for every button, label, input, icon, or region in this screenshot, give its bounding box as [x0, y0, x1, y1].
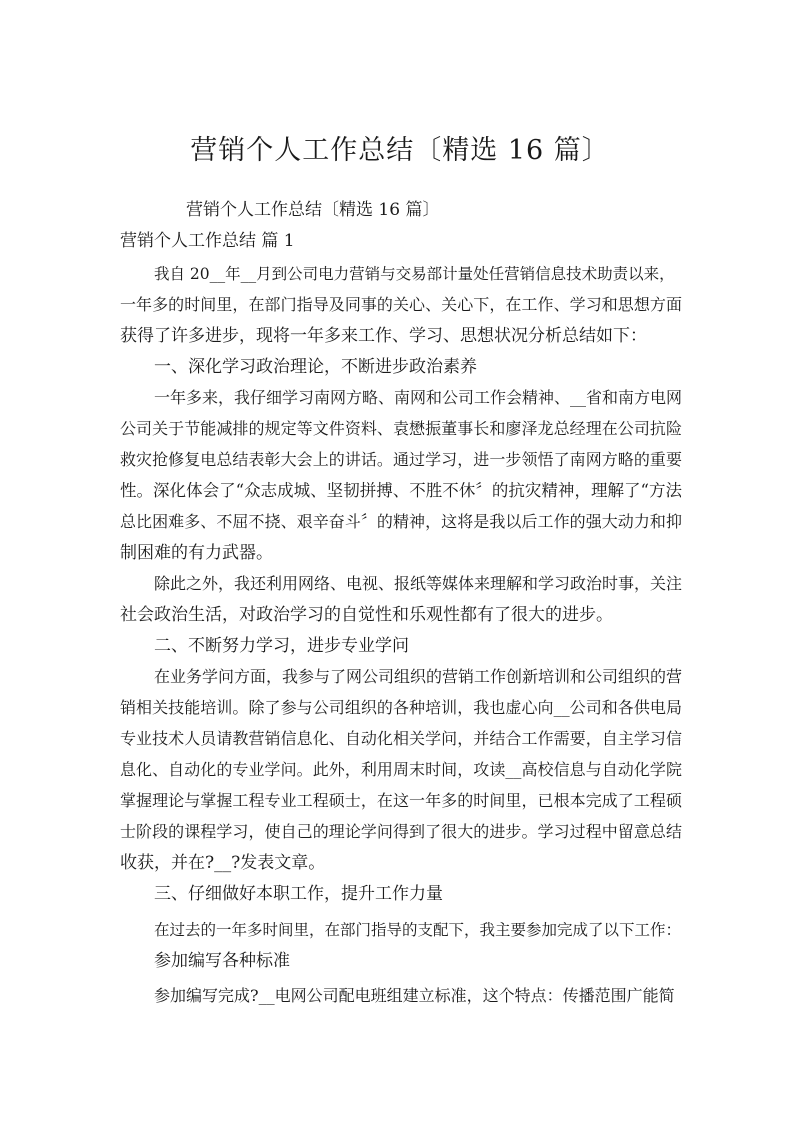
document-subtitle: 营销个人工作总结〔精选 16 篇〕 — [186, 200, 440, 220]
paragraph-line: 在过去的一年多时间里，在部门指导的支配下，我主要参加完成了以下工作： — [154, 921, 682, 939]
paragraph-line: 救灾抢修复电总结表彰大会上的讲话。通过学习，进一步领悟了南网方略的重要 — [120, 450, 682, 469]
paragraph-line: 士阶段的课程学习，使自己的理论学问得到了很大的进步。学习过程中留意总结 — [120, 822, 682, 841]
paragraph-line: 销相关技能培训。除了参与公司组织的各种培训，我也虚心向__公司和各供电局 — [120, 698, 682, 717]
paragraph-line: 专业技术人员请教营销信息化、自动化相关学问，并结合工作需要，自主学习信 — [120, 729, 682, 748]
paragraph-line: 一年多的时间里，在部门指导及同事的关心、关心下，在工作、学习和思想方面 — [120, 295, 682, 314]
paragraph-line: 我自 20__年__月到公司电力营销与交易部计量处任营销信息技术助责以来， — [154, 265, 675, 283]
paragraph-line: 参加编写各种标准 — [154, 951, 290, 971]
subheading: 一、深化学习政治理论，不断进步政治素养 — [154, 357, 477, 377]
paragraph-line: 除此之外，我还利用网络、电视、报纸等媒体来理解和学习政治时事，关注 — [154, 574, 683, 593]
subheading: 三、仔细做好本职工作，提升工作力量 — [154, 884, 443, 904]
subheading: 二、不断努力学习，进步专业学问 — [154, 636, 409, 656]
paragraph-line: 参加编写完成?__电网公司配电班组建立标准，这个特点：传播范围广能简 — [154, 986, 675, 1005]
paragraph-line: 社会政治生活，对政治学习的自觉性和乐观性都有了很大的进步。 — [120, 605, 613, 625]
paragraph-line: 掌握理论与掌握工程专业工程硕士，在这一年多的时间里，已根本完成了工程硕 — [120, 791, 682, 810]
paragraph-line: 收获，并在?__?发表文章。 — [120, 853, 326, 873]
document-title: 营销个人工作总结〔精选 16 篇〕 — [190, 135, 610, 166]
section-heading: 营销个人工作总结 篇 1 — [120, 231, 295, 251]
paragraph-line: 性。深化体会了“众志成城、坚韧拼搏、不胜不休〞的抗灾精神，理解了“方法 — [120, 481, 682, 500]
paragraph-line: 息化、自动化的专业学问。此外，利用周末时间，攻读__高校信息与自动化学院 — [120, 760, 682, 779]
paragraph-line: 获得了许多进步，现将一年多来工作、学习、思想状况分析总结如下： — [120, 326, 647, 346]
paragraph-line: 制困难的有力武器。 — [120, 543, 273, 563]
paragraph-line: 在业务学问方面，我参与了网公司组织的营销工作创新培训和公司组织的营 — [154, 667, 683, 686]
paragraph-line: 公司关于节能减排的规定等文件资料、袁懋振董事长和廖泽龙总经理在公司抗险 — [120, 419, 682, 438]
paragraph-line: 一年多来，我仔细学习南网方略、南网和公司工作会精神、__省和南方电网 — [154, 388, 683, 407]
paragraph-line: 总比困难多、不屈不挠、艰辛奋斗〞的精神，这将是我以后工作的强大动力和抑 — [120, 512, 682, 531]
